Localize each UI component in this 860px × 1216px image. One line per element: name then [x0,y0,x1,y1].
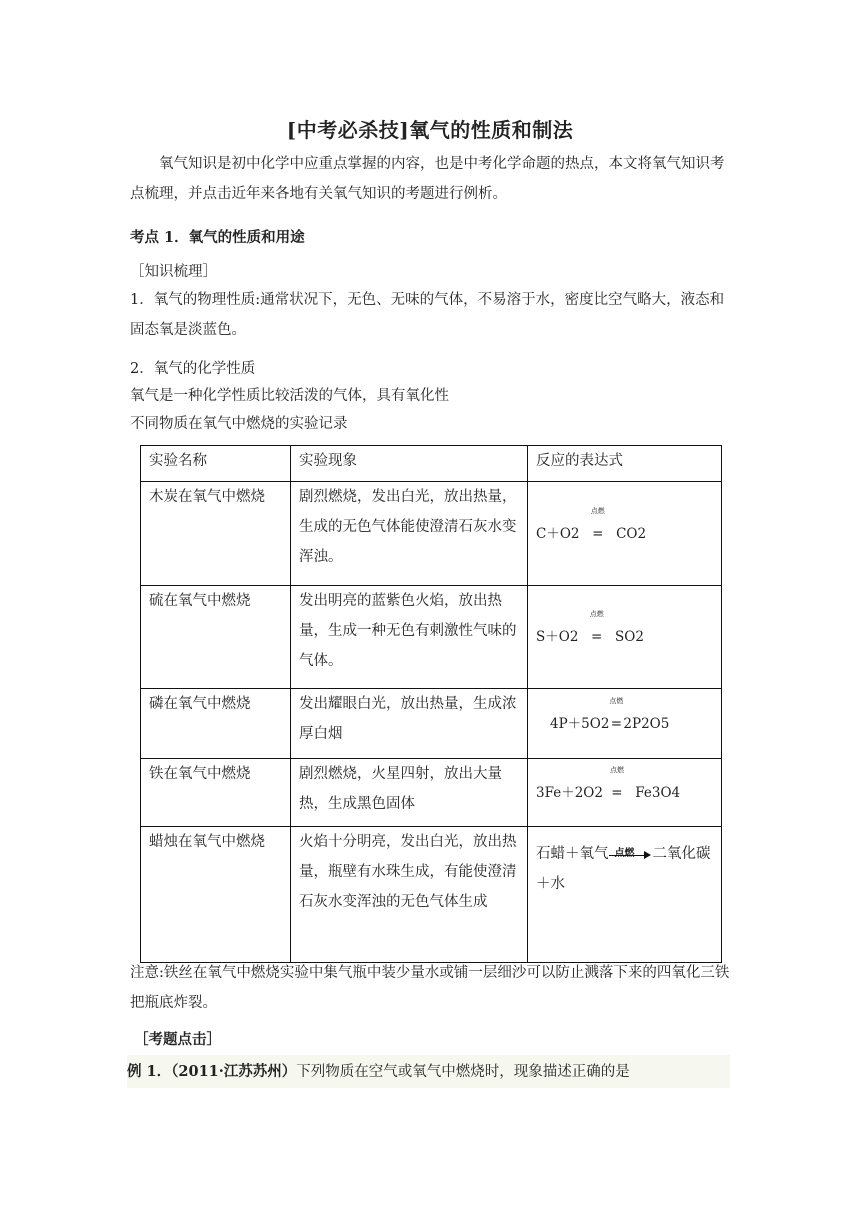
reactants: 3Fe＋2O2 [536,784,603,801]
reaction-equation [528,482,722,586]
example-source: （2011·江苏苏州） [171,1063,297,1080]
reaction-equation [528,827,722,963]
reactants: 4P＋5O2 [550,715,610,732]
exam-label: ［考题点击］ [134,1031,221,1048]
condition-label: 点燃 [609,765,624,774]
table-row [141,689,722,759]
products: CO2 [616,525,647,542]
condition-label: 点燃 [589,610,604,618]
condition-label: 点燃 [609,696,624,705]
table-row [141,586,722,689]
example-1 [127,1055,730,1088]
experiment-phenomenon: 剧烈燃烧，火星四射，放出大量热，生成黑色固体 [291,759,528,827]
intro-paragraph: 氧气知识是初中化学中应重点掌握的内容，也是中考化学命题的热点，本文将氧气知识考点梳理，并点击近年来各地有关氧气知识的考题进行例析。 [130,156,725,202]
reaction-equation [528,759,722,827]
products: 二氧化碳 [652,846,711,862]
experiment-name: 蜡烛在氧气中燃烧 [141,827,291,963]
experiment-phenomenon: 发出耀眼白光，放出热量，生成浓厚白烟 [291,689,528,759]
experiment-name: 铁在氧气中燃烧 [141,759,291,827]
page-title: [中考必杀技]氧气的性质和制法 [286,118,574,142]
equals-sign: 点燃 = [583,622,611,652]
equals-sign: 点燃 = [584,519,612,549]
table-row [141,759,722,827]
experiment-phenomenon: 剧烈燃烧，发出白光，放出热量，生成的无色气体能使澄清石灰水变浑浊。 [291,482,528,586]
condition-label: 点燃 [614,848,635,859]
table-caption: 不同物质在氧气中燃烧的实验记录 [130,416,348,432]
header-cell: 实验现象 [291,446,528,482]
products-tail: ＋水 [536,876,565,892]
experiment-phenomenon: 火焰十分明亮，发出白光，放出热量，瓶壁有水珠生成，有能使澄清石灰水变浑浊的无色气体生成 [291,827,528,963]
reaction-equation [528,689,722,759]
products: SO2 [615,629,644,645]
header-cell: 实验名称 [141,446,291,482]
note-paragraph: 注意:铁丝在氧气中燃烧实验中集气瓶中装少量水或铺一层细沙可以防止溅落下来的四氧化三铁把瓶底炸裂。 [130,965,730,1011]
reactants: C＋O2 [536,525,580,542]
experiment-phenomenon: 发出明亮的蓝紫色火焰，放出热量，生成一种无色有刺激性气味的气体。 [291,586,528,689]
table-header-row [141,446,722,482]
table-row [141,827,722,963]
header-cell: 反应的表达式 [528,446,722,482]
physical-properties: 1．氧气的物理性质:通常状况下，无色、无味的气体，不易溶于水，密度比空气略大，液态和固态氧是淡蓝色。 [130,292,725,338]
reactants: S＋O2 [536,629,579,645]
experiment-name: 木炭在氧气中燃烧 [141,482,291,586]
example-question: 下列物质在空气或氧气中燃烧时，现象描述正确的是 [296,1064,630,1080]
experiment-name: 硫在氧气中燃烧 [141,586,291,689]
oxidizing-line: 氧气是一种化学性质比较活泼的气体，具有氧化性 [130,388,449,404]
example-prefix: 例 1． [127,1063,172,1080]
equals-sign: 点燃 = [603,778,631,808]
equals-sign: 点燃 = [609,696,624,732]
chemical-properties-heading: 2．氧气的化学性质 [130,361,256,377]
products: Fe3O4 [635,784,681,801]
reactants: 石蜡＋氧气 [536,846,609,862]
table-row [141,482,722,586]
knowledge-label: ［知识梳理］ [130,264,217,280]
products: 2P2O5 [623,715,670,732]
reaction-equation [528,586,722,689]
condition-label: 点燃 [590,506,605,515]
experiment-table [140,445,722,963]
section-heading: 考点 1．氧气的性质和用途 [130,229,305,246]
experiment-name: 磷在氧气中燃烧 [141,689,291,759]
reaction-arrow-icon [609,846,653,862]
